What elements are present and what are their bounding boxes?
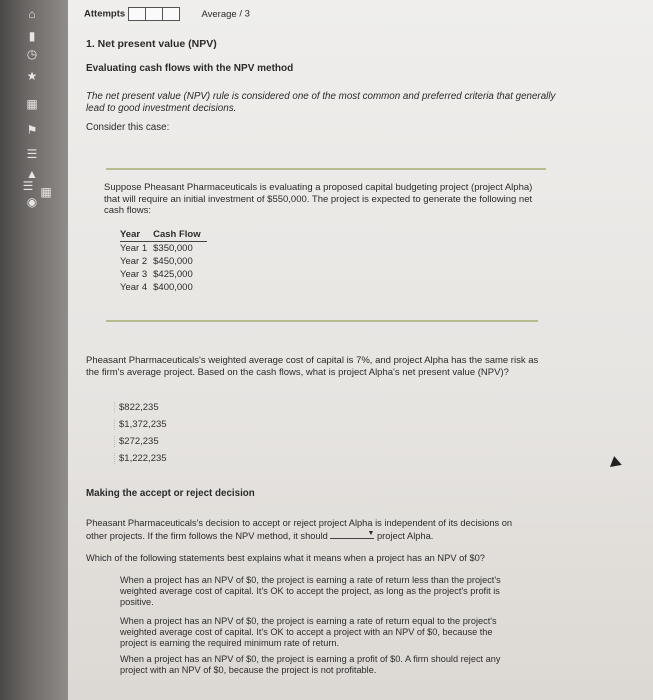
npv-zero-question: Which of the following statements best explains what it means when a project has an NPV of $0? (86, 553, 485, 563)
mouse-cursor-icon (608, 455, 622, 467)
npv-option-2[interactable]: $1,372,235 (114, 419, 167, 430)
npv-intro: The net present value (NPV) rule is considered one of the most common and preferred criteria that generally lead to good investment decisions. (86, 91, 556, 114)
grid-icon[interactable]: ▦ (40, 185, 52, 199)
menu-icon[interactable]: ☰ (22, 179, 34, 193)
left-toolbar (0, 0, 68, 700)
home-icon[interactable]: ⌂ (28, 7, 36, 21)
average-value: / 3 (239, 8, 250, 20)
table-row: Year 1 $350,000 (120, 243, 193, 254)
npv-option-4[interactable]: $1,222,235 (114, 453, 167, 464)
bookmark-icon[interactable]: ▦ (26, 97, 38, 111)
attempt-box (162, 7, 180, 21)
section-divider (106, 168, 546, 170)
npv-option-3[interactable]: $272,235 (114, 436, 159, 447)
tag-icon[interactable]: ▲ (26, 167, 38, 181)
decision-text: Pheasant Pharmaceuticals's decision to accept or reject project Alpha is independent of its decisions on other projects. If the firm follows the NPV method, it should ▼ project Alpha. (86, 518, 513, 541)
decision-heading: Making the accept or reject decision (86, 488, 255, 499)
statement-option-1[interactable]: When a project has an NPV of $0, the project is earning a rate of return less than the project's weighted average cost of capital. It's OK to accept the project, as long as the project's profit is positive. (120, 575, 501, 607)
question-panel (68, 0, 653, 700)
statement-option-3[interactable]: When a project has an NPV of $0, the project is earning a profit of $0. A firm should reject any project with an NPV of $0, because the project is not profitable. (120, 654, 501, 675)
attempts-label: Attempts (84, 8, 126, 20)
question-title: 1. Net present value (NPV) (86, 38, 217, 50)
target-icon[interactable]: ◉ (26, 195, 38, 209)
section-divider (106, 320, 538, 322)
consider-label: Consider this case: (86, 122, 170, 133)
attempts-header (84, 7, 250, 21)
flag-icon[interactable]: ⚑ (26, 123, 38, 137)
average-label: Average (201, 8, 237, 20)
table-header: Year (120, 229, 153, 242)
section-subtitle: Evaluating cash flows with the NPV method (86, 63, 294, 74)
cash-flow-table (120, 229, 207, 294)
attempt-box (145, 7, 163, 21)
chevron-down-icon: ▼ (367, 530, 375, 537)
help-icon[interactable]: ◷ (26, 47, 38, 61)
accept-reject-dropdown[interactable] (330, 529, 374, 539)
table-header: Cash Flow (153, 229, 207, 242)
table-row: Year 4 $400,000 (120, 282, 193, 293)
wacc-question: Pheasant Pharmaceuticals's weighted average cost of capital is 7%, and project Alpha has the same risk as the firm's average project. Based on the cash flows, what is project Alpha's net present value (NPV)? (86, 355, 539, 378)
attempt-box (128, 7, 146, 21)
table-row: Year 2 $450,000 (120, 256, 193, 267)
list-icon[interactable]: ☰ (26, 147, 38, 161)
book-icon[interactable]: ▮ (28, 29, 36, 43)
statement-option-2[interactable]: When a project has an NPV of $0, the project is earning a rate of return equal to the project's weighted average cost of capital. It's OK to accept a project with an NPV of $0, because the project is earning the required minimum rate of return. (120, 616, 497, 648)
table-row: Year 3 $425,000 (120, 269, 193, 280)
npv-option-1[interactable]: $822,235 (114, 402, 159, 413)
star-icon[interactable]: ★ (26, 69, 38, 83)
case-description: Suppose Pheasant Pharmaceuticals is evaluating a proposed capital budgeting project (project Alpha) that will require an initial investment of $550,000. The project is expected to generate the following net cash flows: (104, 182, 533, 216)
